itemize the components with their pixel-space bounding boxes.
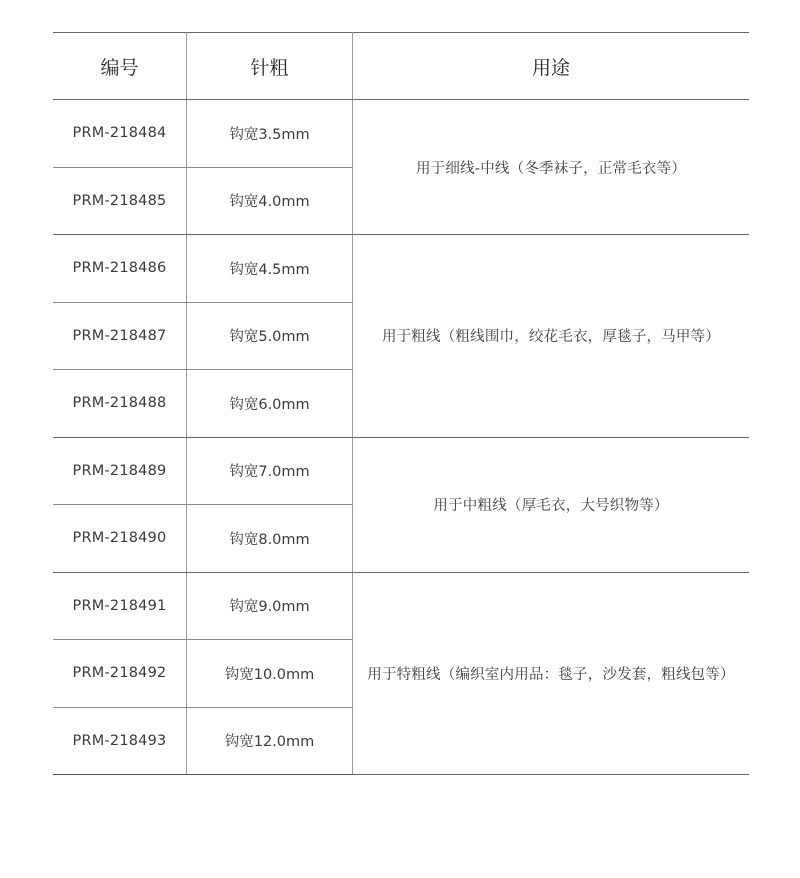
- usage-description: 用于粗线（粗线围巾，绞花毛衣，厚毯子，马甲等）: [353, 235, 750, 438]
- product-code: PRM-218484: [53, 100, 187, 168]
- product-code: PRM-218487: [53, 302, 187, 370]
- product-code: PRM-218489: [53, 437, 187, 505]
- header-size: 针粗: [187, 33, 353, 100]
- table-row: [53, 235, 749, 303]
- hook-size: 钩宽5.0mm: [187, 302, 353, 370]
- product-code: PRM-218485: [53, 167, 187, 235]
- product-code: PRM-218491: [53, 572, 187, 640]
- hook-size: 钩宽7.0mm: [187, 437, 353, 505]
- product-code: PRM-218486: [53, 235, 187, 303]
- table-row: [53, 100, 749, 168]
- product-code: PRM-218493: [53, 707, 187, 775]
- table-row: [53, 572, 749, 640]
- crochet-hook-spec-table: [53, 32, 749, 775]
- hook-size: 钩宽3.5mm: [187, 100, 353, 168]
- hook-size: 钩宽6.0mm: [187, 370, 353, 438]
- table-body: [53, 100, 749, 775]
- table-header: [53, 33, 749, 100]
- usage-description: 用于细线-中线（冬季袜子，正常毛衣等）: [353, 100, 750, 235]
- hook-size: 钩宽9.0mm: [187, 572, 353, 640]
- product-code: PRM-218488: [53, 370, 187, 438]
- usage-description: 用于特粗线（编织室内用品：毯子，沙发套，粗线包等）: [353, 572, 750, 775]
- table-row: [53, 437, 749, 505]
- hook-size: 钩宽8.0mm: [187, 505, 353, 573]
- product-code: PRM-218490: [53, 505, 187, 573]
- hook-size: 钩宽10.0mm: [187, 640, 353, 708]
- usage-description: 用于中粗线（厚毛衣，大号织物等）: [353, 437, 750, 572]
- header-row: [53, 33, 749, 100]
- hook-size: 钩宽12.0mm: [187, 707, 353, 775]
- product-code: PRM-218492: [53, 640, 187, 708]
- hook-size: 钩宽4.5mm: [187, 235, 353, 303]
- hook-size: 钩宽4.0mm: [187, 167, 353, 235]
- header-use: 用途: [353, 33, 750, 100]
- header-code: 编号: [53, 33, 187, 100]
